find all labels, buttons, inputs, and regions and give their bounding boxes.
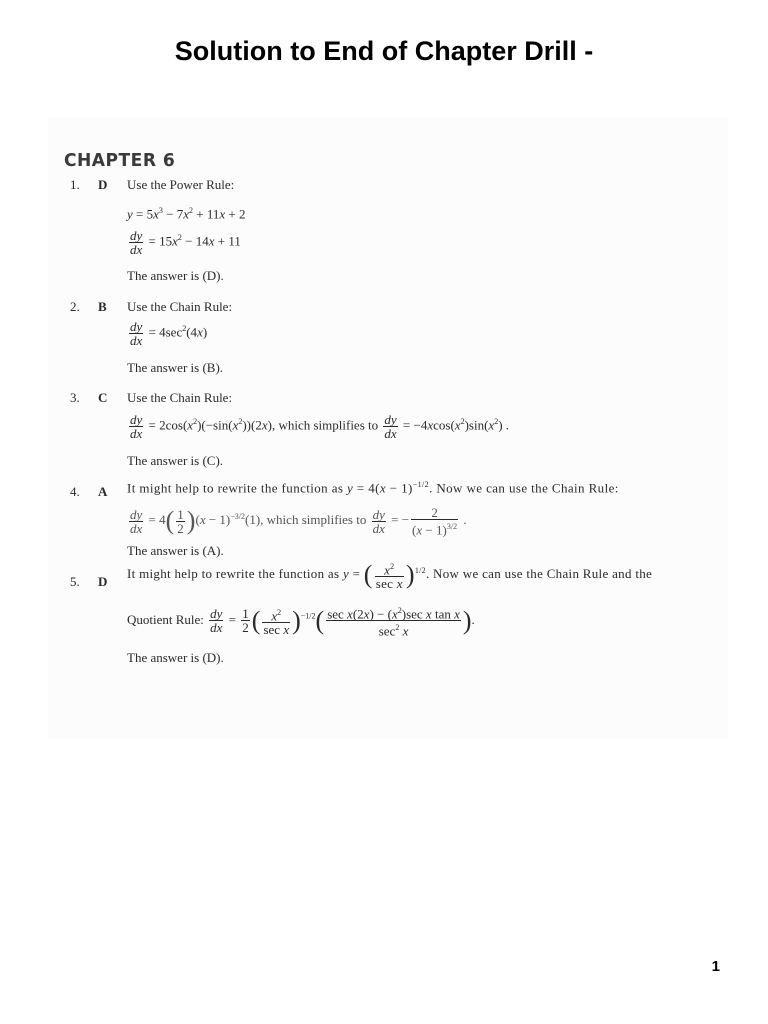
equation-derivative: $\frac{dy}{dx}$ = $2\cos(x^2)(-\sin(x^2))(2x)$, which simplifies to $\frac{dy}{dx}$ = $-4xcos(x^2)\sin(x^2)$ . — [130, 412, 510, 441]
answer-letter: B — [98, 299, 107, 314]
page-number: 1 — [711, 958, 720, 975]
chapter-heading: CHAPTER 6 — [64, 150, 176, 171]
problem-conclusion: The answer is (C). — [127, 453, 224, 468]
problem-intro: Use the Power Rule: — [127, 177, 235, 192]
problem-intro: It might help to rewrite the function as $y = 4(x - 1)^{-1/2}$. Now we can use the Chain Rule: — [127, 480, 619, 496]
problem-number: 5. — [70, 574, 80, 589]
answer-letter: C — [98, 390, 108, 405]
simplifies-text: , which simplifies to — [260, 512, 367, 528]
answer-letter: D — [98, 177, 108, 192]
problem-intro: It might help to rewrite the function as y = ( $\frac{x^2}{\text{sec x}}$ )$^{1/2}$. Now we can use the Chain Rule and the — [127, 560, 653, 592]
equation-derivative: Quotient Rule: $\frac{dy}{dx}$ = $\frac{1}{2}$ ( $\frac{x^2}{\text{sec x}}$ )$^{-1/2}$( $\frac{\sec x(2x) - (x^2)\sec x \tan x}{\sec^2 x}$ ). — [127, 605, 475, 639]
problem-number: 4. — [70, 484, 80, 499]
simplifies-text: , which simplifies to — [271, 417, 379, 433]
problem-number: 2. — [70, 299, 80, 314]
problem-conclusion: The answer is (A). — [127, 543, 224, 558]
problem-conclusion: The answer is (D). — [127, 268, 224, 283]
answer-letter: A — [98, 484, 108, 499]
problem-conclusion: The answer is (B). — [127, 360, 224, 375]
page-title: Solution to End of Chapter Drill - — [174, 36, 594, 66]
equation-function: $y = 5x^3 - 7x^2 + 11x + 2$ — [127, 206, 246, 222]
answer-letter: D — [98, 574, 108, 589]
problem-intro: Use the Chain Rule: — [127, 390, 233, 405]
equation-derivative: $\frac{dy}{dx}$ = 4( $\frac{1}{2}$ )$(x - 1)^{-3/2}(1)$, which simplifies to $\frac{dy}{dx}$ = − $\frac{2}{(x - 1)^{3/2}}$ . — [130, 505, 467, 538]
problem-conclusion: The answer is (D). — [127, 650, 224, 665]
problem-number: 1. — [70, 177, 80, 192]
equation-derivative: $\frac{dy}{dx}$ = $15x^2 - 14x + 11$ — [130, 228, 241, 257]
equation-derivative: $\frac{dy}{dx}$ = $4\sec^2(4x)$ — [130, 319, 208, 348]
problem-number: 3. — [70, 390, 80, 405]
quotient-rule-label: Quotient Rule: — [127, 611, 204, 627]
problem-intro: Use the Chain Rule: — [127, 299, 233, 314]
